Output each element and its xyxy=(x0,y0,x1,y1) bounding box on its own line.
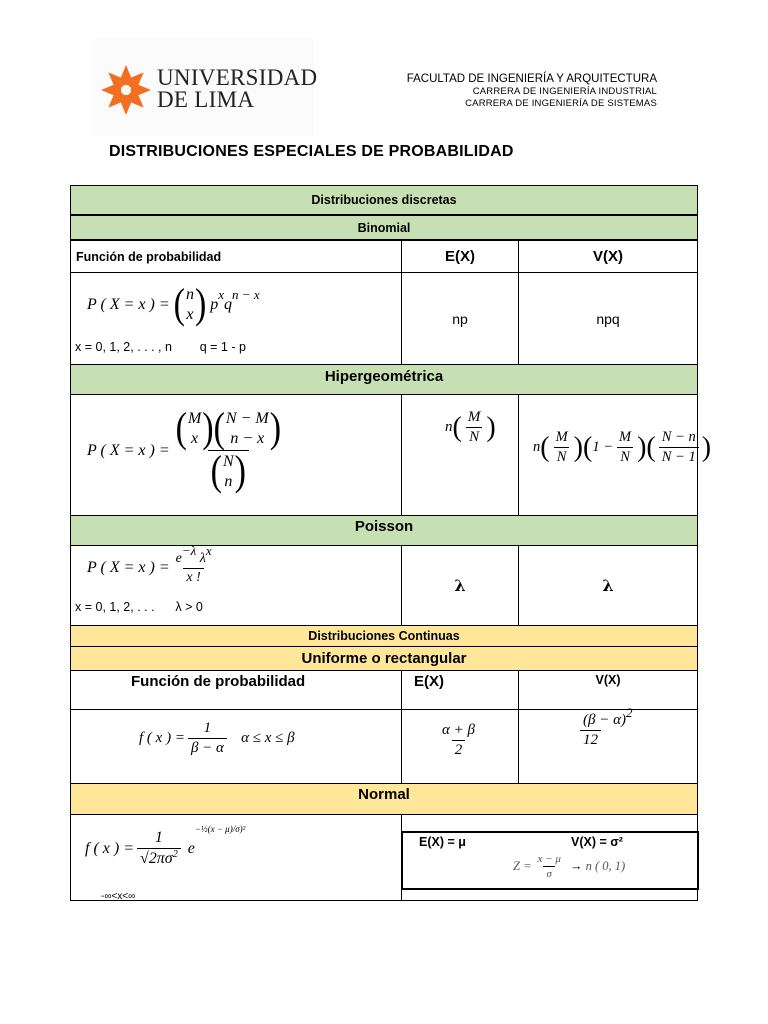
uniform-header: Uniforme o rectangular xyxy=(70,646,698,671)
normal-z-standardization: Z = $\frac{x - \mu}{\sigma}$ → n ( 0, 1) xyxy=(513,853,626,880)
binomial-ex: np xyxy=(401,272,519,365)
normal-moments-cell xyxy=(401,814,698,901)
distributions-table xyxy=(70,185,712,902)
uniform-col-ex-header: E(X) xyxy=(401,670,519,710)
col-vx-header: V(X) xyxy=(518,240,698,273)
uniform-ex: $\frac{\alpha + \beta}{2}$ xyxy=(442,722,475,758)
normal-moments-box xyxy=(401,831,699,890)
col-func-header: Función de probabilidad xyxy=(70,240,402,273)
normal-header: Normal xyxy=(70,783,698,815)
poisson-ex: λ xyxy=(401,545,519,626)
col-ex-header: E(X) xyxy=(401,240,519,273)
poisson-header: Poisson xyxy=(70,515,698,546)
poisson-formula-cell xyxy=(70,545,402,626)
uniform-vx-cell xyxy=(518,705,698,784)
uniform-col-vx-header: V(X) xyxy=(518,670,698,710)
section-discrete: Distribuciones discretas xyxy=(70,185,698,215)
section-continuous: Distribuciones Continuas xyxy=(70,625,698,647)
hypergeometric-ex: n ( $\frac{M}{N}$ ) xyxy=(445,409,496,445)
uniform-formula-cell xyxy=(70,709,402,784)
page-title: DISTRIBUCIONES ESPECIALES DE PROBABILIDAD xyxy=(109,143,514,160)
logo-line-1: UNIVERSIDAD xyxy=(157,65,318,90)
hypergeometric-formula-cell xyxy=(70,394,402,516)
uniform-vx: $\frac{(\beta - \alpha)2}{12}$ xyxy=(577,712,638,749)
logo-star-icon xyxy=(100,64,152,116)
hypergeometric-formula: P ( X = x ) = ( M x ) ( N − M n − x ) ( N n ) xyxy=(87,405,282,495)
career-sistemas: CARRERA DE INGENIERÍA DE SISTEMAS xyxy=(465,98,657,109)
binomial-formula-cell xyxy=(70,272,402,365)
binomial-formula: P ( X = x ) = ( n x ) p x q n − x xyxy=(87,281,260,328)
uniform-ex-cell xyxy=(401,709,519,784)
faculty-name: FACULTAD DE INGENIERÍA Y ARQUITECTURA xyxy=(406,73,657,85)
logo-text xyxy=(157,67,317,111)
normal-domain: -∞<x<∞ xyxy=(101,891,136,902)
binomial-header: Binomial xyxy=(70,215,698,240)
career-industrial: CARRERA DE INGENIERÍA INDUSTRIAL xyxy=(472,86,657,97)
poisson-formula: P ( X = x ) = $\frac{\text{e−λ λx}}{x !}$ xyxy=(87,543,212,585)
hypergeometric-ex-cell xyxy=(401,394,519,516)
binomial-vx: npq xyxy=(518,272,698,365)
poisson-vx: λ xyxy=(518,545,698,626)
hypergeometric-header: Hipergeométrica xyxy=(70,364,698,395)
poisson-domain: x = 0, 1, 2, . . . λ > 0 xyxy=(75,600,203,614)
normal-ex: E(X) = μ xyxy=(419,835,466,849)
normal-formula: f ( x ) = $\frac{1}{√2\pi\sigma^2}$ e −½(x − μ)/σ)² xyxy=(85,823,246,867)
faculty-header xyxy=(407,72,657,110)
logo-line-2: DE LIMA xyxy=(157,87,255,112)
binomial-domain: x = 0, 1, 2, . . . , n q = 1 - p xyxy=(75,340,246,354)
uniform-formula: f ( x ) = $\frac{1}{\beta - \alpha}$ α ≤ x ≤ β xyxy=(139,720,295,756)
normal-vx: V(X) = σ² xyxy=(571,835,623,849)
hypergeometric-vx-cell xyxy=(518,394,712,516)
normal-formula-cell xyxy=(70,814,402,901)
hypergeometric-vx: n ( $\frac{M}{N}$ ) ( 1 − $\frac{M}{N}$ ) ( $\frac{N - n}{N - 1}$ ) xyxy=(533,429,712,465)
university-logo xyxy=(92,38,318,136)
uniform-col-func-header: Función de probabilidad xyxy=(70,670,402,710)
